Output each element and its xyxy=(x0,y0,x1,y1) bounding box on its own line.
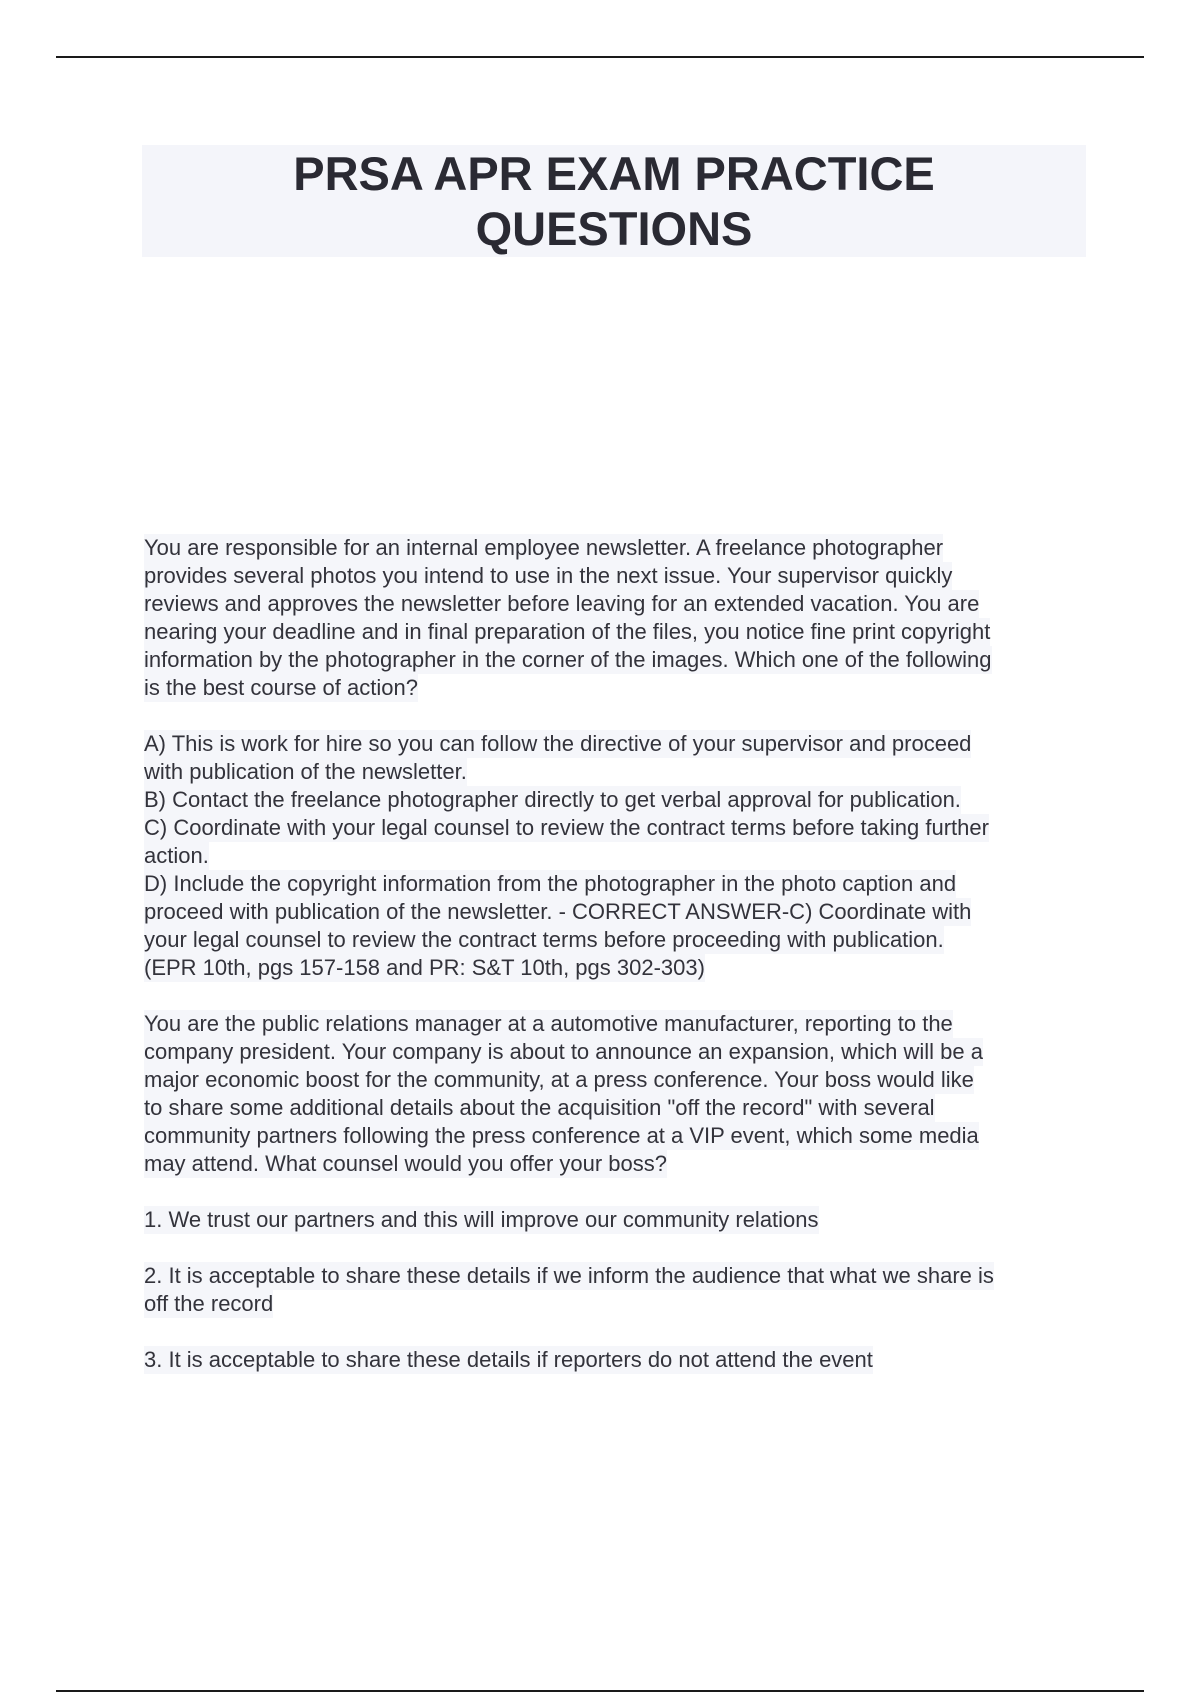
top-rule xyxy=(56,56,1144,58)
text-line: nearing your deadline and in final preparation of the files, you notice fine print copyright xyxy=(144,619,991,644)
text-line: B) Contact the freelance photographer directly to get verbal approval for publication. xyxy=(144,787,961,812)
text-line: major economic boost for the community, at a press conference. Your boss would like xyxy=(144,1067,974,1092)
page-title-line-2: QUESTIONS xyxy=(475,202,753,255)
text-line: your legal counsel to review the contract terms before proceeding with publication. xyxy=(144,927,944,952)
text-line: action. xyxy=(144,843,209,868)
question-1-stem xyxy=(144,534,1084,702)
page-title-line-1: PRSA APR EXAM PRACTICE xyxy=(293,147,935,200)
text-line: 1. We trust our partners and this will improve our community relations xyxy=(144,1207,819,1232)
text-line: C) Coordinate with your legal counsel to review the contract terms before taking further xyxy=(144,815,989,840)
text-line: You are responsible for an internal employee newsletter. A freelance photographer xyxy=(144,535,944,560)
text-line: You are the public relations manager at a automotive manufacturer, reporting to the xyxy=(144,1011,953,1036)
question-1-options-and-answer xyxy=(144,730,1084,982)
question-2-option-3 xyxy=(144,1346,1084,1374)
text-line: community partners following the press conference at a VIP event, which some media xyxy=(144,1123,979,1148)
text-line: off the record xyxy=(144,1291,274,1316)
title-band xyxy=(142,145,1086,257)
question-2-option-2 xyxy=(144,1262,1084,1318)
document-body xyxy=(144,534,1084,1402)
text-line: provides several photos you intend to use in the next issue. Your supervisor quickly xyxy=(144,563,953,588)
question-2-option-1 xyxy=(144,1206,1084,1234)
text-line: company president. Your company is about to announce an expansion, which will be a xyxy=(144,1039,983,1064)
text-line: 2. It is acceptable to share these details if we inform the audience that what we share is xyxy=(144,1263,994,1288)
text-line: information by the photographer in the corner of the images. Which one of the following xyxy=(144,647,992,672)
bottom-rule xyxy=(56,1690,1144,1692)
text-line: D) Include the copyright information from the photographer in the photo caption and xyxy=(144,871,957,896)
text-line: proceed with publication of the newsletter. - CORRECT ANSWER-C) Coordinate with xyxy=(144,899,972,924)
text-line: may attend. What counsel would you offer your boss? xyxy=(144,1151,667,1176)
text-line: reviews and approves the newsletter before leaving for an extended vacation. You are xyxy=(144,591,980,616)
text-line: A) This is work for hire so you can follow the directive of your supervisor and proceed xyxy=(144,731,972,756)
text-line: is the best course of action? xyxy=(144,675,418,700)
text-line: (EPR 10th, pgs 157-158 and PR: S&T 10th, pgs 302-303) xyxy=(144,955,705,980)
question-2-stem xyxy=(144,1010,1084,1178)
text-line: to share some additional details about the acquisition "off the record" with several xyxy=(144,1095,935,1120)
page-title xyxy=(293,146,935,256)
text-line: 3. It is acceptable to share these details if reporters do not attend the event xyxy=(144,1347,873,1372)
text-line: with publication of the newsletter. xyxy=(144,759,467,784)
